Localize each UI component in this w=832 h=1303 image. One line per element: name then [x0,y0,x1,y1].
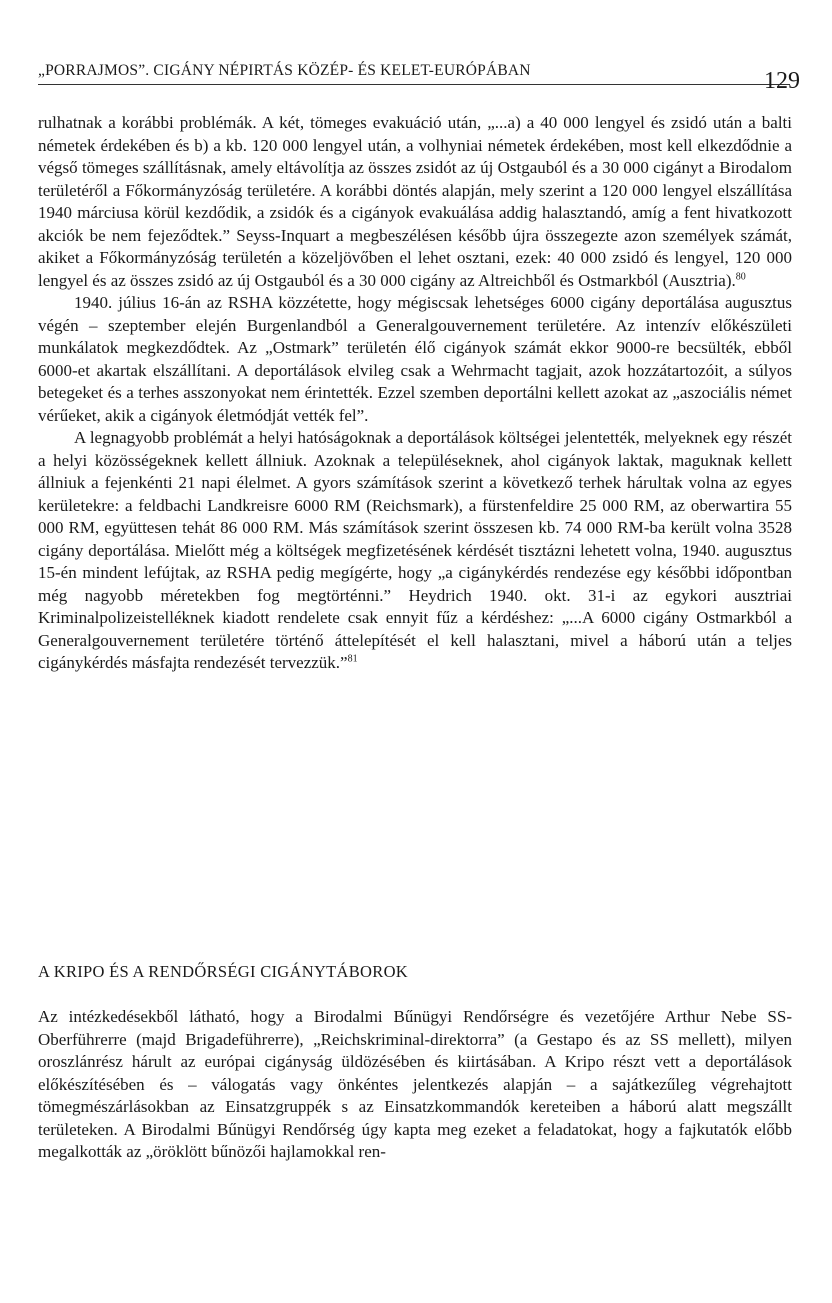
paragraph [38,112,792,292]
footnote-ref: 81 [347,653,358,665]
paragraph-text: rulhatnak a korábbi problémák. A két, tömeges evakuáció után, „...a) a 40 000 lengyel és zsidó után a balti németek érdekében és b) a kb. 120 000 lengyel után, a volhyniai németek érdekében, most kell elkezdődnie a végső tömeges szállításnak, amely eltávolítja az összes zsidót az új Ostgauból és a 30 000 cigányt a Birodalom területéről a Főkormányzóság területére. A korábbi döntés alapján, mely szerint a 120 000 lengyel elszállítása 1940 márciusa körül kezdődik, a zsidók és a cigányok evakuálása addig halasztandó, amíg a fent hivatkozott akciók be nem fejeződtek.” Seyss-Inquart a megbeszélésen később újra összegezte azon személyek számát, akiket a Főkormányzóság területén a közeljövőben el lehet osztani, ezek: 40 000 zsidó és lengyel, 120 000 lengyel és az összes zsidó az új Ostgauból és a 30 000 cigány az Altreichből és Ostmarkból (Ausztria). [38,113,792,290]
section-body [38,1006,792,1164]
page-number: 129 [764,68,800,94]
section-title: A KRIPO ÉS A RENDŐRSÉGI CIGÁNYTÁBOROK [38,962,409,981]
paragraph-text: 1940. július 16-án az RSHA közzétette, hogy mégiscsak lehetséges 6000 cigány deportálása augusztus végén – szeptember elején Burgenlandból a Generalgouvernement területére. Az intenzív előkészületi munkálatok megkezdődtek. Az „Ostmark” területén élő cigányok számát ekkor 9000-re becsülték, ebből 6000-et akartak elszállítani. A deportálások elvileg csak a Wehrmacht tagjait, azok hozzátartozóit, a súlyos betegeket és a terhes asszonyokat nem érintették. Ezzel szemben deportálni kellett azokat az „aszociális német vérűeket, akik a cigányok életmódját vették fel”. [38,293,792,425]
footnote-ref: 80 [735,270,746,282]
body-text [38,112,792,675]
paragraph: Az intézkedésekből látható, hogy a Birodalmi Bűnügyi Rendőrségre és vezetőjére Arthur Nebe SS-Oberführerre (majd Brigadeführerre), „Reichskriminal-direktorra” (a Gestapo és az SS mellett), milyen oroszlánrész hárult az európai cigányság üldözésében és kiirtásában. A Kripo részt vett a deportálások előkészítésében és – válogatás vagy önkéntes jelentkezés alapján – a sajátkezűleg végrehajtott tömegmészárlásokban az Einsatzgruppék s az Einsatzkommandók kereteiben a háború alatt megszállt területeken. A Birodalmi Bűnügyi Rendőrség úgy kapta meg ezeket a feladatokat, hogy a fajkutatók előbb megalkották az „öröklött bűnözői hajlamokkal ren- [38,1007,792,1161]
paragraph-text: A legnagyobb problémát a helyi hatóságoknak a deportálások költségei jelentették, melyeknek egy részét a helyi közösségeknek kellett állniuk. Azoknak a településeknek, ahol cigányok laktak, maguknak kellett állniuk a fejenkénti 21 napi élelmet. A gyors számítások szerint a következő terhek hárultak volna az egyes kerületekre: a feldbachi Landkreisre 6000 RM (Reichsmark), a fürstenfeldire 25 000 RM, az oberwartira 55 000 RM, együttesen tehát 86 000 RM. Más számítások szerint összesen kb. 74 000 RM-ba került volna 3528 cigány deportálása. Mielőtt még a költségek megfizetésének kérdését tisztázni lehetett volna, 1940. augusztus 15-én mindent lefújtak, az RSHA pedig megígérte, hogy „a cigánykérdés rendezése egy későbbi időpontban még nagyobb méretekben fog megtörténni.” Heydrich 1940. okt. 31-i az egykori ausztriai Kriminalpolizeistelléknek kiadott rendelete csak ennyit fűz a kérdéshez: „...A 6000 cigány Ostmarkból a Generalgouvernement területére történő áttelepítését el kell halasztani, mivel a háború után a teljes cigánykérdés másfajta rendezését tervezzük.” [38,428,792,672]
paragraph [38,427,792,675]
running-title: „PORRAJMOS”. CIGÁNY NÉPIRTÁS KÖZÉP- ÉS KELET-EURÓPÁBAN [38,62,531,79]
running-header [38,58,800,94]
paragraph [38,292,792,427]
